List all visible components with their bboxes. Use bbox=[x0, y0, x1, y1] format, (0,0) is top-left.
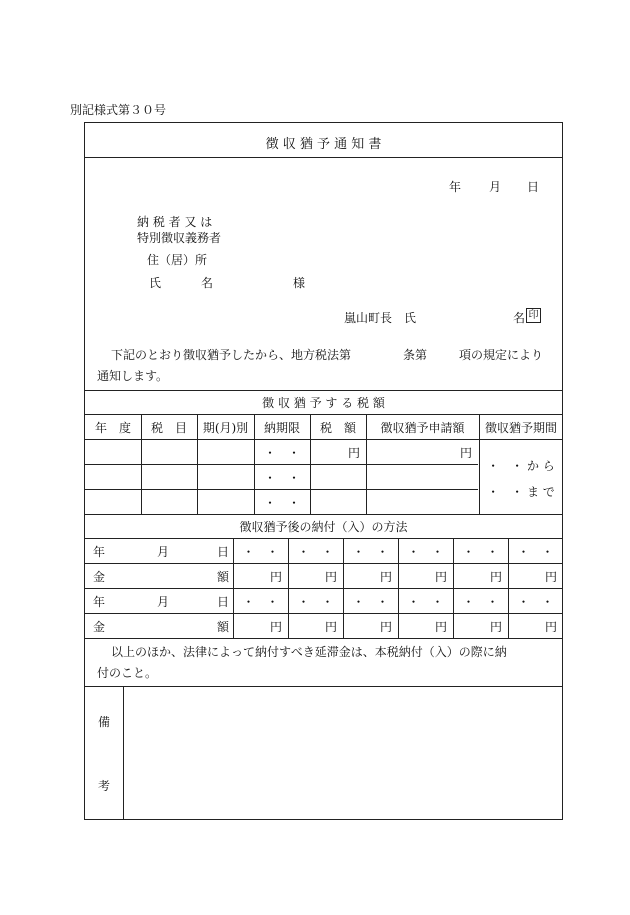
col-tax-amount: 税 額 bbox=[319, 421, 356, 435]
divider bbox=[85, 439, 562, 440]
addressee-line1: 納 税 者 又 は bbox=[137, 215, 213, 229]
payment-section-heading: 徴収猶予後の納付（入）の方法 bbox=[239, 520, 408, 534]
pay-date-cell: ・ ・ bbox=[517, 595, 554, 609]
pay-date-cell: ・ ・ bbox=[242, 595, 279, 609]
col-tax-item: 税 目 bbox=[150, 421, 187, 435]
form-title: 徴 収 猶 予 通 知 書 bbox=[265, 137, 382, 152]
pay-amount-label-a: 金 bbox=[93, 570, 106, 584]
notice-text-b: 条第 bbox=[403, 348, 428, 362]
divider bbox=[85, 157, 562, 158]
honorific: 様 bbox=[293, 276, 306, 290]
pay-date-year: 年 bbox=[93, 545, 106, 559]
divider bbox=[85, 390, 562, 391]
period-from: ・ ・ か ら bbox=[487, 459, 555, 473]
col-requested-amount: 徴収猶予申請額 bbox=[380, 421, 465, 435]
pay-amount-label-a: 金 bbox=[93, 620, 106, 634]
due-date-row2: ・ ・ bbox=[263, 471, 300, 485]
grid-line bbox=[123, 686, 124, 820]
remarks-label-bottom: 考 bbox=[98, 779, 111, 793]
period-to: ・ ・ ま で bbox=[487, 485, 555, 499]
pay-date-month: 月 bbox=[157, 595, 170, 609]
pay-date-cell: ・ ・ bbox=[407, 545, 444, 559]
tax-section-heading: 徴 収 猶 予 す る 税 額 bbox=[262, 396, 385, 410]
pay-amount-cell: 円 bbox=[324, 620, 337, 634]
pay-amount-cell: 円 bbox=[324, 570, 337, 584]
seal-mark: 印 bbox=[526, 308, 541, 323]
addressee-line2: 特別徴収義務者 bbox=[137, 231, 222, 245]
divider bbox=[85, 686, 562, 687]
pay-date-cell: ・ ・ bbox=[352, 595, 389, 609]
pay-amount-cell: 円 bbox=[434, 570, 447, 584]
pay-amount-label-b: 額 bbox=[217, 620, 230, 634]
col-fiscal-year: 年 度 bbox=[94, 421, 131, 435]
divider bbox=[85, 538, 562, 539]
date-year-label: 年 bbox=[449, 180, 462, 194]
remarks-label-top: 備 bbox=[98, 715, 111, 729]
due-date-row1: ・ ・ bbox=[263, 446, 300, 460]
divider bbox=[85, 613, 562, 614]
address-label: 住（居）所 bbox=[147, 253, 208, 267]
pay-date-day: 日 bbox=[217, 595, 230, 609]
issuer-name-label: 名 bbox=[513, 311, 526, 325]
pay-amount-cell: 円 bbox=[489, 620, 502, 634]
pay-date-cell: ・ ・ bbox=[297, 595, 334, 609]
notice-text-a: 下記のとおり徴収猶予したから、地方税法第 bbox=[111, 348, 352, 362]
pay-amount-label-b: 額 bbox=[217, 570, 230, 584]
pay-date-cell: ・ ・ bbox=[462, 595, 499, 609]
date-month-label: 月 bbox=[489, 180, 502, 194]
pay-date-year: 年 bbox=[93, 595, 106, 609]
pay-date-day: 日 bbox=[217, 545, 230, 559]
notice-form bbox=[84, 122, 563, 820]
divider bbox=[85, 638, 562, 639]
pay-date-cell: ・ ・ bbox=[517, 545, 554, 559]
pay-amount-cell: 円 bbox=[379, 570, 392, 584]
col-period: 期(月)別 bbox=[202, 421, 249, 435]
divider bbox=[85, 563, 562, 564]
pay-date-month: 月 bbox=[157, 545, 170, 559]
issuer-title: 嵐山町長 氏 bbox=[344, 311, 417, 325]
name-label-2: 名 bbox=[201, 276, 214, 290]
pay-date-cell: ・ ・ bbox=[352, 545, 389, 559]
name-label-1: 氏 bbox=[149, 276, 162, 290]
pay-amount-cell: 円 bbox=[434, 620, 447, 634]
pay-amount-cell: 円 bbox=[379, 620, 392, 634]
col-due-date: 納期限 bbox=[263, 421, 300, 435]
divider bbox=[85, 588, 562, 589]
notice-text-2: 通知します。 bbox=[97, 369, 169, 383]
pay-date-cell: ・ ・ bbox=[407, 595, 444, 609]
requested-amount-yen: 円 bbox=[459, 446, 472, 460]
remarks-field[interactable] bbox=[125, 689, 559, 817]
pay-date-cell: ・ ・ bbox=[242, 545, 279, 559]
pay-date-cell: ・ ・ bbox=[462, 545, 499, 559]
col-deferral-period: 徴収猶予期間 bbox=[484, 421, 557, 435]
note-line2: 付のこと。 bbox=[97, 666, 158, 680]
divider bbox=[85, 514, 562, 515]
pay-amount-cell: 円 bbox=[269, 570, 282, 584]
pay-amount-cell: 円 bbox=[269, 620, 282, 634]
pay-amount-cell: 円 bbox=[544, 570, 557, 584]
tax-amount-yen: 円 bbox=[347, 446, 360, 460]
pay-amount-cell: 円 bbox=[544, 620, 557, 634]
date-day-label: 日 bbox=[527, 180, 540, 194]
notice-text-c: 項の規定により bbox=[459, 348, 544, 362]
divider bbox=[85, 414, 562, 415]
pay-amount-cell: 円 bbox=[489, 570, 502, 584]
pay-date-cell: ・ ・ bbox=[297, 545, 334, 559]
divider bbox=[85, 464, 478, 465]
note-line1: 以上のほか、法律によって納付すべき延滞金は、本税納付（入）の際に納 bbox=[111, 645, 507, 659]
due-date-row3: ・ ・ bbox=[263, 496, 300, 510]
form-number: 別記様式第３０号 bbox=[70, 103, 167, 117]
divider bbox=[85, 489, 478, 490]
